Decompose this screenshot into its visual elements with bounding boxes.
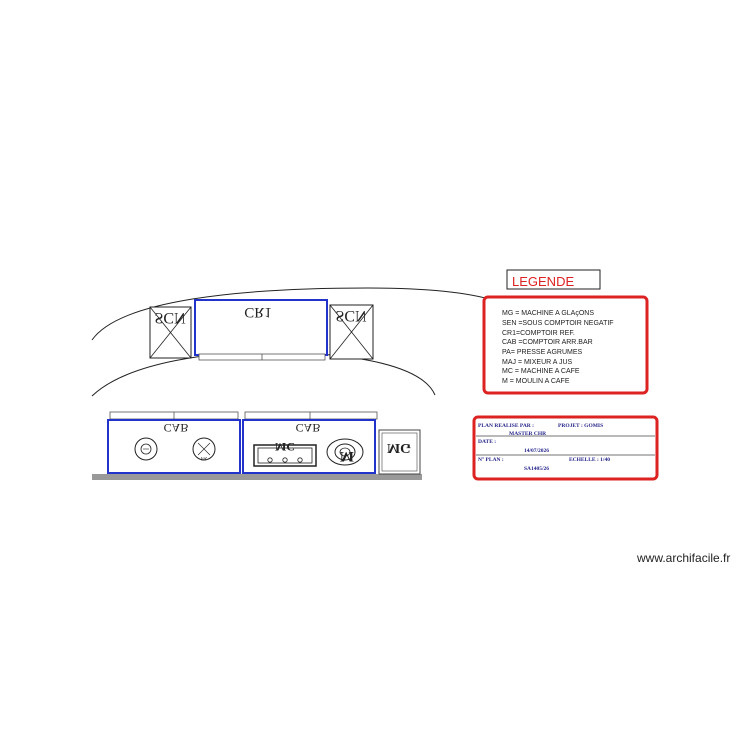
legend-item: SEN =SOUS COMPTOIR NEGATIF xyxy=(502,320,614,327)
plan-no-label: N° PLAN : xyxy=(478,457,504,463)
watermark-text: www.archifacile.fr xyxy=(637,551,731,565)
m-appliance xyxy=(327,439,363,465)
plan-no-value: SA1405/26 xyxy=(524,466,550,472)
projet-label: PROJET : GOMIS xyxy=(558,423,604,429)
legend-item: MC = MACHINE A CAFE xyxy=(502,368,580,375)
title-block xyxy=(474,417,657,479)
plan-realise-label: PLAN REALISE PAR : xyxy=(478,423,534,429)
legend-item: MG = MACHINE A GLAçONS xyxy=(502,310,594,317)
author-value: MASTER CHR xyxy=(509,431,547,437)
pa-label: PA xyxy=(201,455,207,460)
m-label: M xyxy=(339,448,355,464)
scn-label-left: SCN xyxy=(154,309,186,326)
date-label: DATE : xyxy=(478,439,497,445)
cab-label-left: CAB xyxy=(163,421,189,435)
maj-appliance xyxy=(135,438,157,460)
mg-unit xyxy=(379,430,420,474)
scn-unit-left xyxy=(150,307,191,358)
legend-title-box xyxy=(507,270,600,289)
cr1-counter xyxy=(195,300,327,360)
legend-item: MAJ = MIXEUR A JUS xyxy=(502,359,573,366)
cab-right-rim xyxy=(245,412,377,419)
cab-label-right: CAB xyxy=(295,421,321,435)
legend-title: LEGENDE xyxy=(512,274,575,289)
cr1-label: CR1 xyxy=(244,304,272,320)
mg-label: MG xyxy=(386,440,412,455)
legend-item: CR1=COMPTOIR REF. xyxy=(502,330,575,337)
floor-line xyxy=(92,474,422,480)
legend-item: CAB =COMPTOIR ARR.BAR xyxy=(502,339,593,346)
legend-box xyxy=(484,297,647,393)
scn-label-right: SCN xyxy=(335,307,367,324)
scn-unit-right xyxy=(330,305,373,359)
pa-appliance xyxy=(193,438,215,460)
mc-label: MC xyxy=(275,440,295,454)
date-value: 14/07/2026 xyxy=(524,448,550,454)
legend-item: M = MOULIN A CAFE xyxy=(502,378,570,385)
echelle-label: ECHELLE : 1/40 xyxy=(569,457,610,463)
legend-item: PA= PRESSE AGRUMES xyxy=(502,349,583,356)
cab-counter-left xyxy=(108,420,240,473)
cab-counter-right xyxy=(243,420,375,473)
